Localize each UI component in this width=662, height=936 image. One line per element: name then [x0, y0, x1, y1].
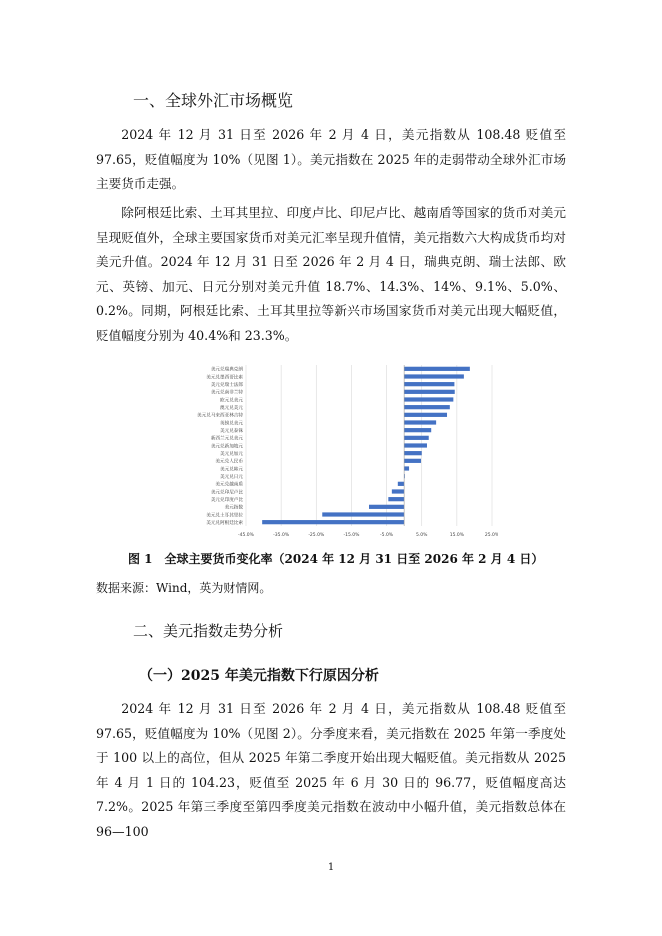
currency-change-bar-chart [168, 360, 498, 542]
category-label: 英镑兑美元 [220, 421, 243, 427]
category-label: 美元兑越南盾 [215, 482, 243, 488]
category-label: 美元兑加元 [220, 451, 243, 457]
category-label: 欧元兑美元 [220, 398, 243, 404]
paragraph-2: 除阿根廷比索、土耳其里拉、印度卢比、印尼卢比、越南盾等国家的货币对美元呈现贬值外，全球主要国家货币对美元汇率呈现升值情，美元指数六大构成货币均对美元升值。2024 年 12 月 31 日至 2026 年 2 月 4 日，瑞典克朗、瑞士法郎、欧元、英镑、加元、日元分别对美元升值 18.7%、14.3%、14%、9.1%、5.0%、0.2%。同期，阿根廷比索、土耳其里拉等新兴市场国家货币对美元出现大幅贬值，贬值幅度分别为 40.4%和 23.3%。 [96, 205, 566, 343]
section-heading-2: 二、美元指数走势分析 [133, 622, 284, 640]
category-label: 美元兑人民币 [215, 459, 243, 465]
x-tick-label: -15.0% [343, 533, 360, 538]
category-label: 新西兰元兑美元 [210, 436, 243, 442]
bar [404, 397, 453, 401]
x-tick-label: -35.0% [273, 533, 290, 538]
bar [404, 390, 455, 394]
paragraph-1: 2024 年 12 月 31 日至 2026 年 2 月 4 日，美元指数从 108.48 贬值至 97.65，贬值幅度为 10%（见图 1）。美元指数在 2025 年的走弱带动全球外汇市场主要货币走强。 [96, 127, 566, 191]
category-label: 美元兑韩元 [220, 467, 243, 473]
x-tick-label: -45.0% [238, 533, 254, 538]
figure-1-source: 数据来源：Wind，英为财情网。 [96, 581, 272, 595]
x-tick-label: -5.0% [380, 533, 394, 538]
category-label: 美元兑新加坡元 [210, 444, 243, 450]
figure-1-chart [168, 360, 498, 542]
bar [392, 489, 404, 493]
category-label: 美元指数 [224, 505, 243, 511]
category-label: 美元兑印尼卢比 [210, 490, 243, 496]
subsection-heading-1: （一）2025 年美元指数下行原因分析 [139, 668, 379, 684]
category-label: 美元兑阿根廷比索 [206, 520, 243, 526]
section-heading-1: 一、全球外汇市场概览 [133, 91, 294, 110]
bar [322, 512, 404, 516]
bar [388, 497, 404, 501]
bar [404, 436, 429, 440]
bar [404, 443, 427, 447]
bar [404, 382, 454, 386]
category-label: 美元兑南非兰特 [210, 390, 243, 396]
category-label: 美元兑日元 [220, 474, 243, 480]
category-label: 澳元兑美元 [220, 405, 243, 411]
bar [262, 520, 404, 524]
bar [404, 374, 464, 378]
bar [404, 405, 450, 409]
x-tick-label: 5.0% [415, 533, 428, 538]
bar [404, 428, 431, 432]
bar [404, 420, 436, 424]
category-label: 美元兑马来西亚林吉特 [197, 413, 243, 419]
bar [404, 451, 422, 455]
category-label: 美元兑泰铢 [220, 428, 243, 434]
page-number: 1 [327, 862, 335, 873]
bar [398, 482, 404, 486]
category-label: 美元兑瑞典克朗 [210, 367, 243, 373]
x-tick-label: -25.0% [308, 533, 325, 538]
x-tick-label: 15.0% [449, 533, 465, 538]
figure-1-caption: 图 1 全球主要货币变化率（2024 年 12 月 31 日至 2026 年 2 月 4 日） [128, 552, 544, 566]
paragraph-3: 2024 年 12 月 31 日至 2026 年 2 月 4 日，美元指数从 108.48 贬值至 97.65，贬值幅度为 10%（见图 2）。分季度来看，美元指数在 2025 年第一季度处于 100 以上的高位，但从 2025 年第二季度开始出现大幅贬值。美元指数从 2025 年 4 月 1 日的 104.23，贬值至 2025 年 6 月 30 日的 96.77，贬值幅度高达 7.2%。2025 年第三季度至第四季度美元指数在波动中小幅升值，美元指数总体在 96—100 [96, 701, 566, 839]
category-label: 美元兑土耳其里拉 [206, 513, 243, 519]
bar [404, 459, 421, 463]
bar [404, 466, 409, 470]
category-label: 美元兑印度卢比 [210, 497, 243, 503]
bar [404, 413, 447, 417]
category-label: 美元兑墨西哥比索 [206, 375, 243, 381]
bar [369, 505, 404, 509]
category-label: 美元兑瑞士法郎 [210, 382, 243, 388]
bar [404, 367, 470, 371]
x-tick-label: 25.0% [484, 533, 498, 538]
